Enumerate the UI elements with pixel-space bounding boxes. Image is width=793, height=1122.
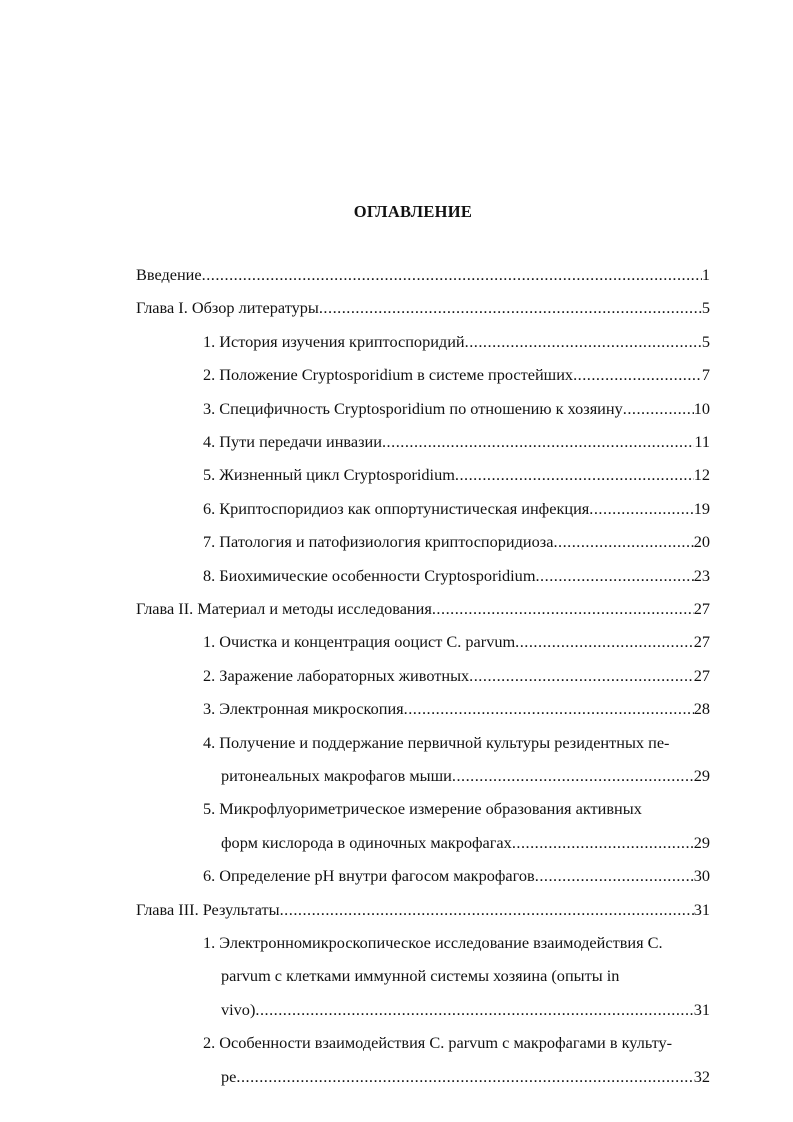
toc-entry-line xyxy=(203,798,710,820)
toc-page-number: 12 xyxy=(693,465,710,485)
toc-entry-line xyxy=(221,999,710,1021)
toc-entry-text: 4. Пути передачи инвазии xyxy=(203,432,382,451)
toc-page-number: 27 xyxy=(693,599,710,618)
dot-leader xyxy=(589,498,693,520)
toc-entry-line xyxy=(203,364,710,386)
toc-entry-line xyxy=(221,965,710,987)
toc-entry-text: 2. Особенности взаимодействия C. parvum с макрофагами в культу- xyxy=(203,1033,673,1053)
dot-leader xyxy=(280,899,694,921)
dot-leader xyxy=(319,297,702,319)
dot-leader xyxy=(672,1032,710,1054)
toc-entry-text: parvum с клетками иммунной системы хозяина (опыты in xyxy=(221,966,620,986)
toc-entry-line xyxy=(136,899,710,921)
toc-entry-line xyxy=(221,1066,710,1088)
toc-page-number: 27 xyxy=(693,665,710,685)
toc-entry-text: Глава II. Материал и методы исследования xyxy=(136,599,432,618)
toc-entry-line xyxy=(203,631,710,653)
dot-leader xyxy=(663,932,710,954)
toc-entry-text: 5. Микрофлуориметрическое измерение образования активных xyxy=(203,799,642,819)
toc-page-number: 1 xyxy=(701,265,710,284)
toc-entry-text: 1. Очистка и концентрация ооцист C. parvum xyxy=(203,632,516,652)
toc-page-number: 20 xyxy=(693,532,710,552)
toc-entry-line xyxy=(203,464,710,486)
toc-entry-line xyxy=(203,531,710,553)
toc-entry-text: Глава I. Обзор литературы xyxy=(136,298,319,318)
toc-entry-text: ре xyxy=(221,1066,237,1086)
dot-leader xyxy=(535,565,693,587)
dot-leader xyxy=(452,765,694,787)
toc-page-number: 5 xyxy=(701,298,710,318)
toc-page-number: 23 xyxy=(693,565,710,585)
toc-page-number: 5 xyxy=(701,331,710,351)
dot-leader xyxy=(255,999,693,1021)
dot-leader xyxy=(236,1066,693,1088)
dot-leader xyxy=(619,965,710,987)
toc-entry-line xyxy=(221,832,710,854)
toc-entry-text: 2. Заражение лабораторных животных xyxy=(203,665,470,685)
toc-entry-line xyxy=(203,732,710,754)
toc-entry-line xyxy=(136,598,710,620)
toc-page-number: 7 xyxy=(701,365,710,385)
toc-page-number: 32 xyxy=(693,1066,710,1086)
toc-entry-text: 3. Специфичность Cryptosporidium по отношению к хозяину xyxy=(203,398,623,418)
dot-leader xyxy=(623,398,694,420)
toc-entry-text: 8. Биохимические особенности Cryptosporidium xyxy=(203,565,536,585)
toc-entry-text: Введение xyxy=(136,265,202,284)
toc-entry-line xyxy=(203,331,710,353)
toc-entry-line xyxy=(136,264,710,286)
toc-entry-text: vivo) xyxy=(221,999,256,1019)
dot-leader xyxy=(669,732,710,754)
toc-entry-line xyxy=(203,1032,710,1054)
toc-entry-text: 6. Определение pH внутри фагосом макрофагов xyxy=(203,866,535,886)
toc-entry-text: 3. Электронная микроскопия xyxy=(203,699,404,719)
toc-entry-text: 7. Патология и патофизиология криптоспоридиоза xyxy=(203,532,554,552)
toc-entry-line xyxy=(136,297,710,319)
dot-leader xyxy=(553,531,693,553)
toc-page-number: 30 xyxy=(693,866,710,886)
dot-leader xyxy=(515,631,694,653)
toc-entry-text: 1. История изучения криптоспоридий xyxy=(203,331,465,351)
dot-leader xyxy=(404,698,694,720)
toc-entry-text: 2. Положение Cryptosporidium в системе простейших xyxy=(203,365,574,385)
toc-entry-line xyxy=(203,698,710,720)
toc-page-number: 19 xyxy=(693,498,710,518)
toc-entry-text: 6. Криптоспоридиоз как оппортунистическая инфекция xyxy=(203,498,590,518)
toc-entry-text: 1. Электронномикроскопическое исследование взаимодействия С. xyxy=(203,933,663,952)
dot-leader xyxy=(512,832,694,854)
toc-page-number: 29 xyxy=(693,832,710,852)
page-title: ОГЛАВЛЕНИЕ xyxy=(353,202,473,221)
toc-page-number: 29 xyxy=(693,766,710,785)
toc-entry-line xyxy=(203,398,710,420)
toc-entry-line xyxy=(203,498,710,520)
toc-page-number: 11 xyxy=(694,432,710,451)
toc-entry-text: форм кислорода в одиночных макрофагах xyxy=(221,832,512,852)
toc-page-number: 31 xyxy=(693,899,710,919)
dot-leader xyxy=(469,665,694,687)
dot-leader xyxy=(382,431,694,453)
toc-page-number: 28 xyxy=(693,699,710,719)
toc-entry-line xyxy=(203,665,710,687)
toc-entry-text: ритонеальных макрофагов мыши xyxy=(221,766,452,785)
toc-page-number: 10 xyxy=(693,398,710,418)
dot-leader xyxy=(202,264,702,286)
toc-entry-line xyxy=(203,932,710,954)
toc-entry-text: 4. Получение и поддержание первичной культуры резидентных пе- xyxy=(203,732,670,752)
toc-page-number: 27 xyxy=(693,632,710,652)
dot-leader xyxy=(455,464,694,486)
dot-leader xyxy=(535,865,694,887)
toc-entry-line xyxy=(203,431,710,453)
toc-page-number: 31 xyxy=(693,999,710,1019)
toc-entry-text: 5. Жизненный цикл Cryptosporidium xyxy=(203,465,455,485)
toc-entry-line xyxy=(221,765,710,787)
dot-leader xyxy=(642,798,710,820)
toc-entry-text: Глава III. Результаты xyxy=(136,899,280,919)
toc-entry-line xyxy=(203,565,710,587)
dot-leader xyxy=(573,364,702,386)
dot-leader xyxy=(465,331,702,353)
toc-entry-line xyxy=(203,865,710,887)
dot-leader xyxy=(432,598,694,620)
